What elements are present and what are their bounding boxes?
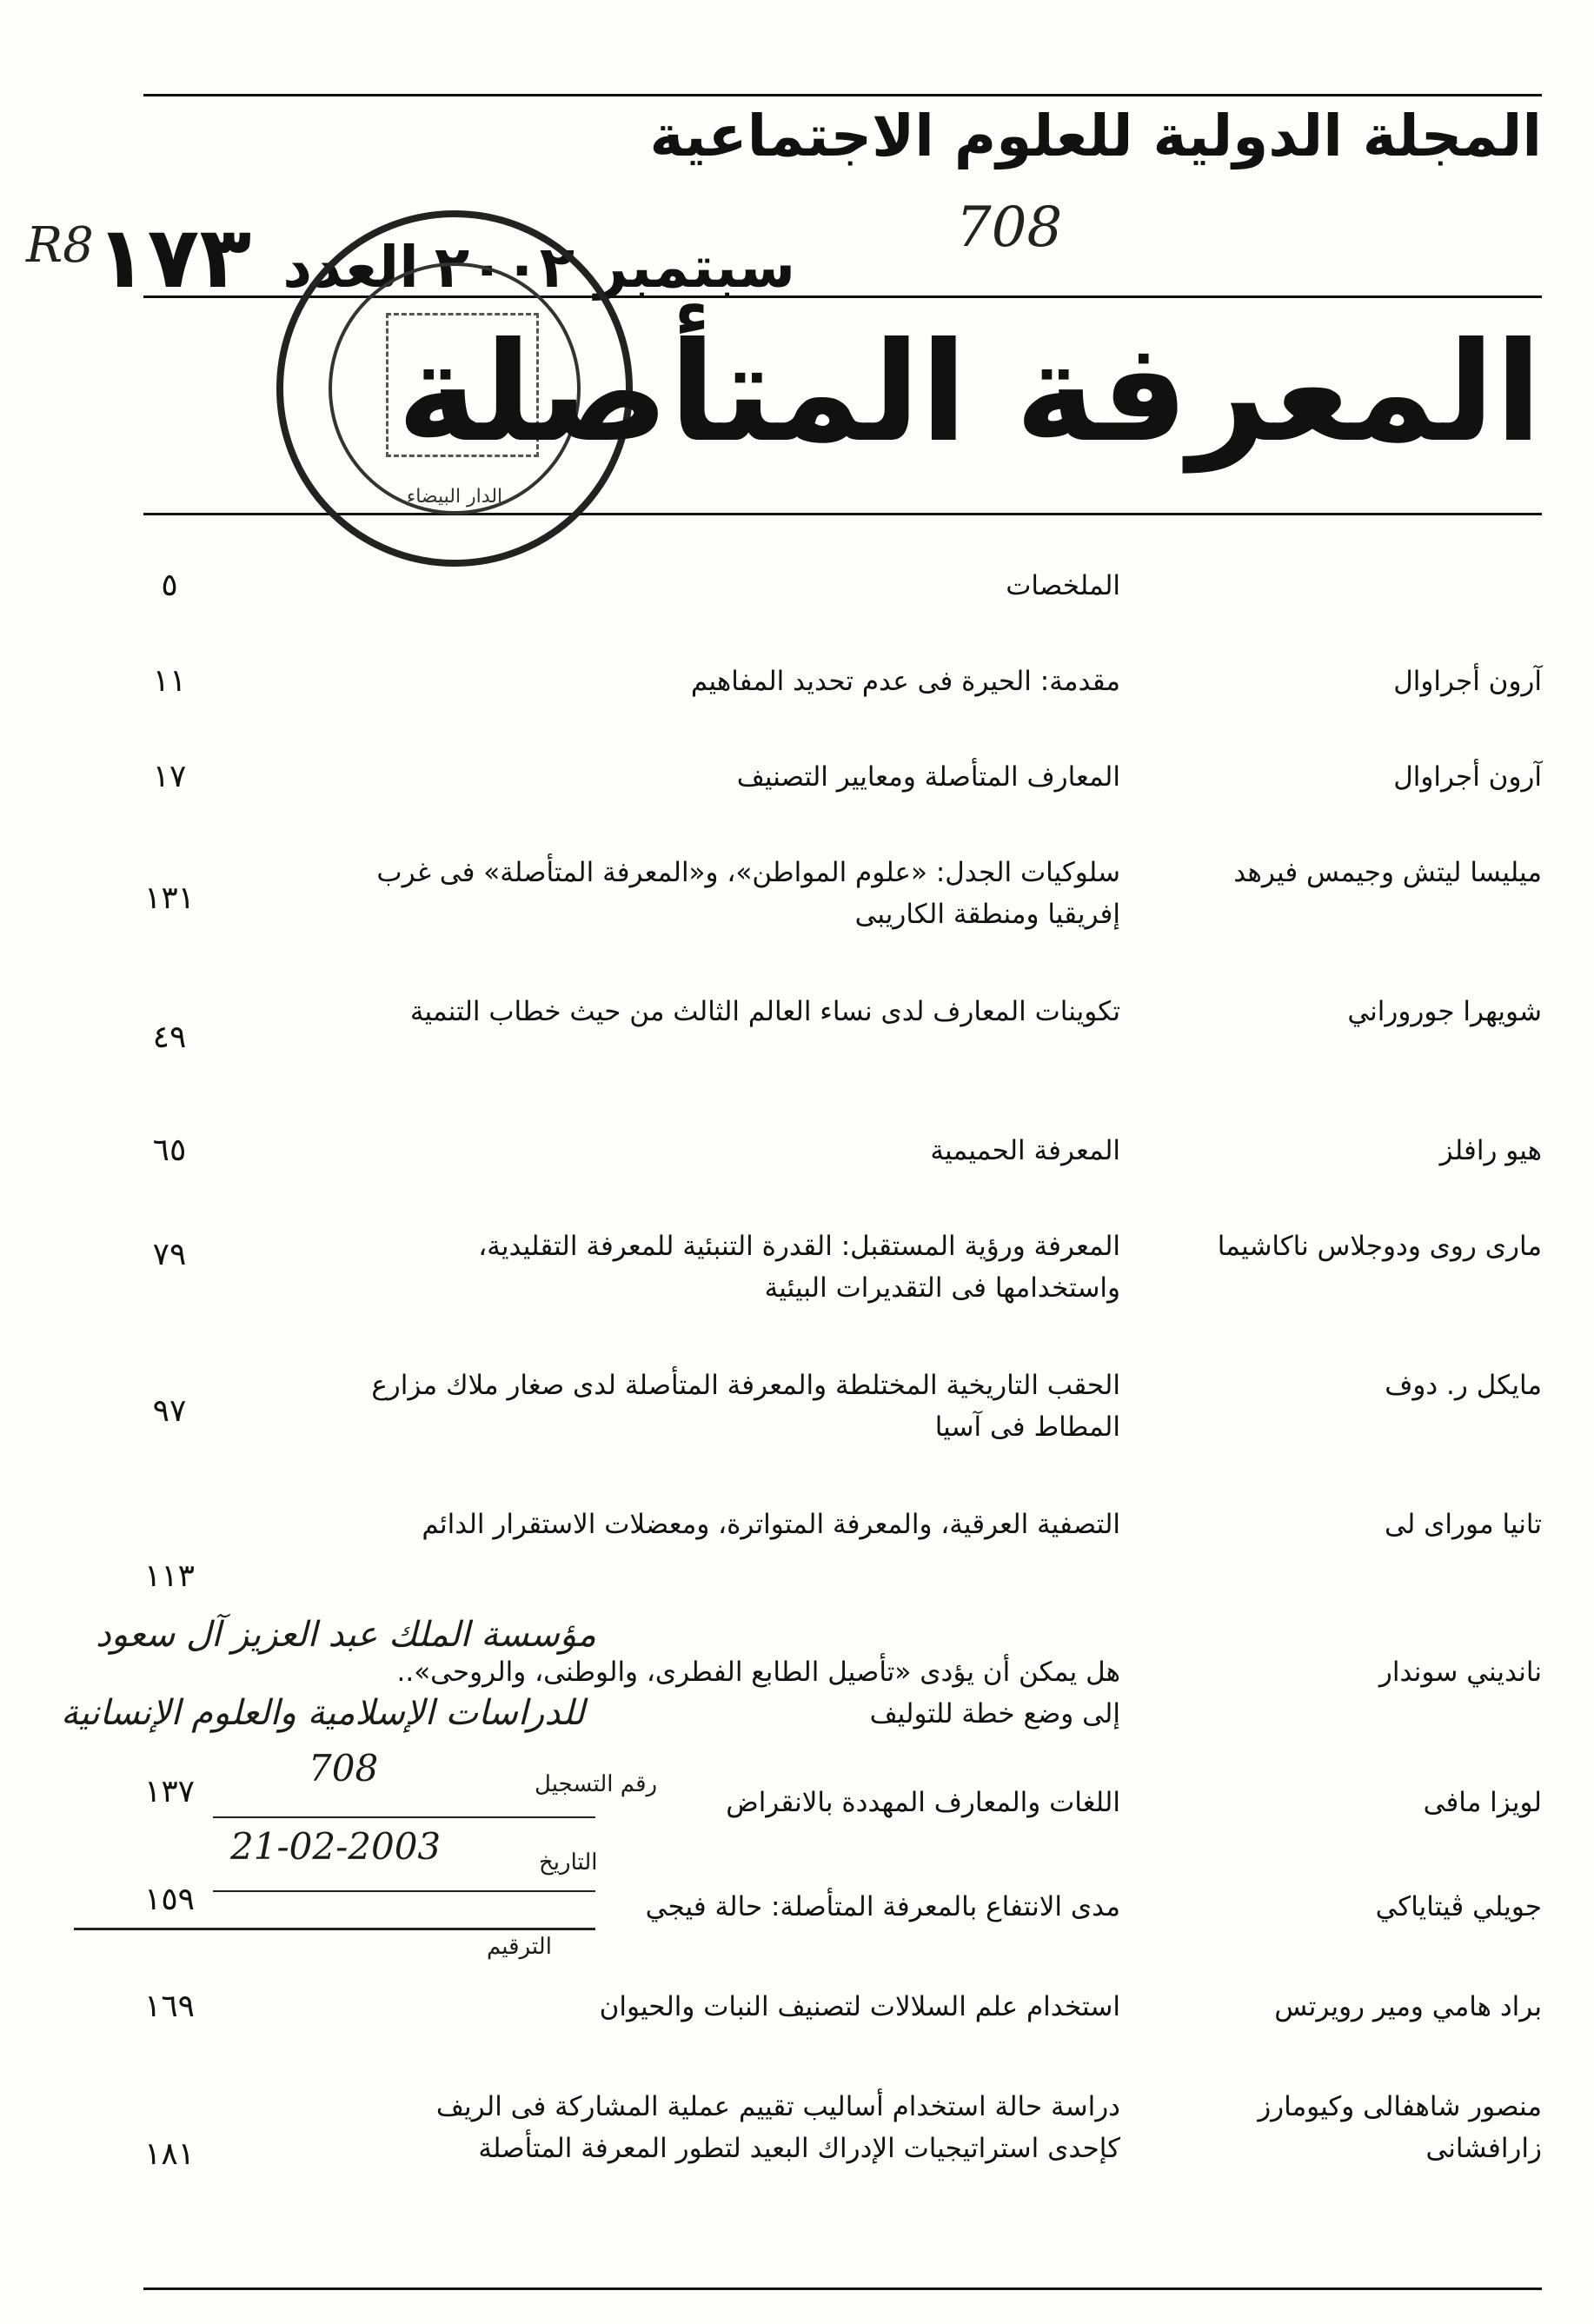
toc-title: تكوينات المعارف لدى نساء العالم الثالث من حيث خطاب التنمية bbox=[409, 996, 1120, 1027]
margin-note: R8 bbox=[26, 217, 94, 274]
toc-page: ٩٧ bbox=[152, 1393, 187, 1429]
toc-author: لويزا مافى bbox=[1423, 1787, 1542, 1818]
toc-title: دراسة حالة استخدام أساليب تقييم عملية المشاركة فى الريف كإحدى استراتيجيات الإدراك البعيد لتطور المعرفة المتأصلة bbox=[435, 2091, 1120, 2164]
toc-title: الحقب التاريخية المختلطة والمعرفة المتأصلة لدى صغار ملاك مزارع المطاط فى آسيا bbox=[371, 1370, 1120, 1443]
toc-page: ٧٩ bbox=[152, 1237, 187, 1272]
toc-author: مارى روى ودوجلاس ناكاشيما bbox=[1217, 1231, 1542, 1262]
toc-title: اللغات والمعارف المهددة بالانقراض bbox=[726, 1787, 1120, 1818]
toc-author: جويلي ڤيتاياكي bbox=[1375, 1891, 1542, 1922]
toc-title: مقدمة: الحيرة فى عدم تحديد المفاهيم bbox=[690, 666, 1120, 697]
register-value: 708 bbox=[309, 1747, 379, 1789]
toc-title: استخدام علم السلالات لتصنيف النبات والحيوان bbox=[599, 1991, 1120, 2022]
toc-title: الملخصات bbox=[1006, 570, 1120, 601]
toc-page: ١٨١ bbox=[143, 2136, 195, 2172]
stamp-line bbox=[213, 1890, 595, 1892]
main-title: المعرفة المتأصلة bbox=[396, 313, 1542, 473]
toc-title: المعارف المتأصلة ومعايير التصنيف bbox=[736, 761, 1120, 793]
journal-title: المجلة الدولية للعلوم الاجتماعية bbox=[649, 103, 1542, 169]
toc-title: المعرفة ورؤية المستقبل: القدرة التنبئية للمعرفة التقليدية، واستخدامها فى التقديرات البيئية bbox=[478, 1231, 1120, 1304]
toc-page: ١٣٧ bbox=[143, 1774, 195, 1809]
toc-page: ٤٩ bbox=[152, 1019, 187, 1055]
toc-page: ١١٣ bbox=[143, 1558, 195, 1594]
register-label: رقم التسجيل bbox=[535, 1771, 658, 1797]
toc-author: مايكل ر. دوف bbox=[1385, 1370, 1542, 1401]
toc-author: نانديني سوندار bbox=[1378, 1657, 1542, 1688]
issue-date: سبتمبر ٢٠٠٢ bbox=[434, 234, 795, 301]
top-rule bbox=[143, 94, 1542, 96]
toc-title: هل يمكن أن يؤدى «تأصيل الطابع الفطرى، والوطنى، والروحى».. إلى وضع خطة للتوليف bbox=[396, 1657, 1120, 1730]
date-label: التاريخ bbox=[539, 1849, 598, 1876]
toc-title: المعرفة الحميمية bbox=[930, 1135, 1120, 1166]
toc-title: مدى الانتفاع بالمعرفة المتأصلة: حالة فيجي bbox=[645, 1891, 1120, 1922]
toc-page: ٥ bbox=[161, 568, 178, 603]
toc-author: ميليسا ليتش وجيمس فيرهد bbox=[1233, 857, 1542, 888]
toc-author: شويهرا جوروراني bbox=[1347, 996, 1542, 1027]
bottom-rule bbox=[143, 2287, 1542, 2290]
toc-author: براد هامي ومير رويرتس bbox=[1274, 1991, 1542, 2022]
library-institution-line2: للدراسات الإسلامية والعلوم الإنسانية bbox=[61, 1693, 585, 1733]
toc-author: آرون أجراوال bbox=[1393, 761, 1542, 793]
issue-number: ١٧٣ bbox=[95, 209, 252, 308]
library-institution-line1: مؤسسة الملك عبد العزيز آل سعود bbox=[96, 1615, 596, 1655]
stamp-label: الدار البيضاء bbox=[406, 486, 503, 508]
toc-title: سلوكيات الجدل: «علوم المواطن»، و«المعرفة المتأصلة» فى غرب إفريقيا ومنطقة الكاريبى bbox=[376, 857, 1120, 930]
stamp-line bbox=[74, 1928, 595, 1930]
toc-author: هيو رافلز bbox=[1439, 1135, 1542, 1166]
toc-author: تانيا موراى لى bbox=[1385, 1509, 1542, 1540]
toc-page: ١٣١ bbox=[143, 880, 195, 916]
ref-number: 708 bbox=[956, 196, 1063, 260]
class-label: الترقيم bbox=[487, 1934, 552, 1960]
stamp-line bbox=[213, 1816, 595, 1818]
date-value: 21-02-2003 bbox=[230, 1825, 442, 1868]
toc-page: ٦٥ bbox=[152, 1132, 187, 1168]
toc-page: ١١ bbox=[152, 663, 187, 699]
issue-label: العدد bbox=[282, 234, 419, 301]
toc-page: ١٧ bbox=[152, 759, 187, 794]
toc-page: ١٥٩ bbox=[143, 1882, 195, 1917]
toc-author: منصور شاهفالى وكيومارز زارافشانى bbox=[1258, 2091, 1542, 2164]
toc-page: ١٦٩ bbox=[143, 1989, 195, 2024]
toc-author: آرون أجراوال bbox=[1393, 666, 1542, 697]
toc-title: التصفية العرقية، والمعرفة المتواترة، ومعضلات الاستقرار الدائم bbox=[422, 1509, 1120, 1540]
